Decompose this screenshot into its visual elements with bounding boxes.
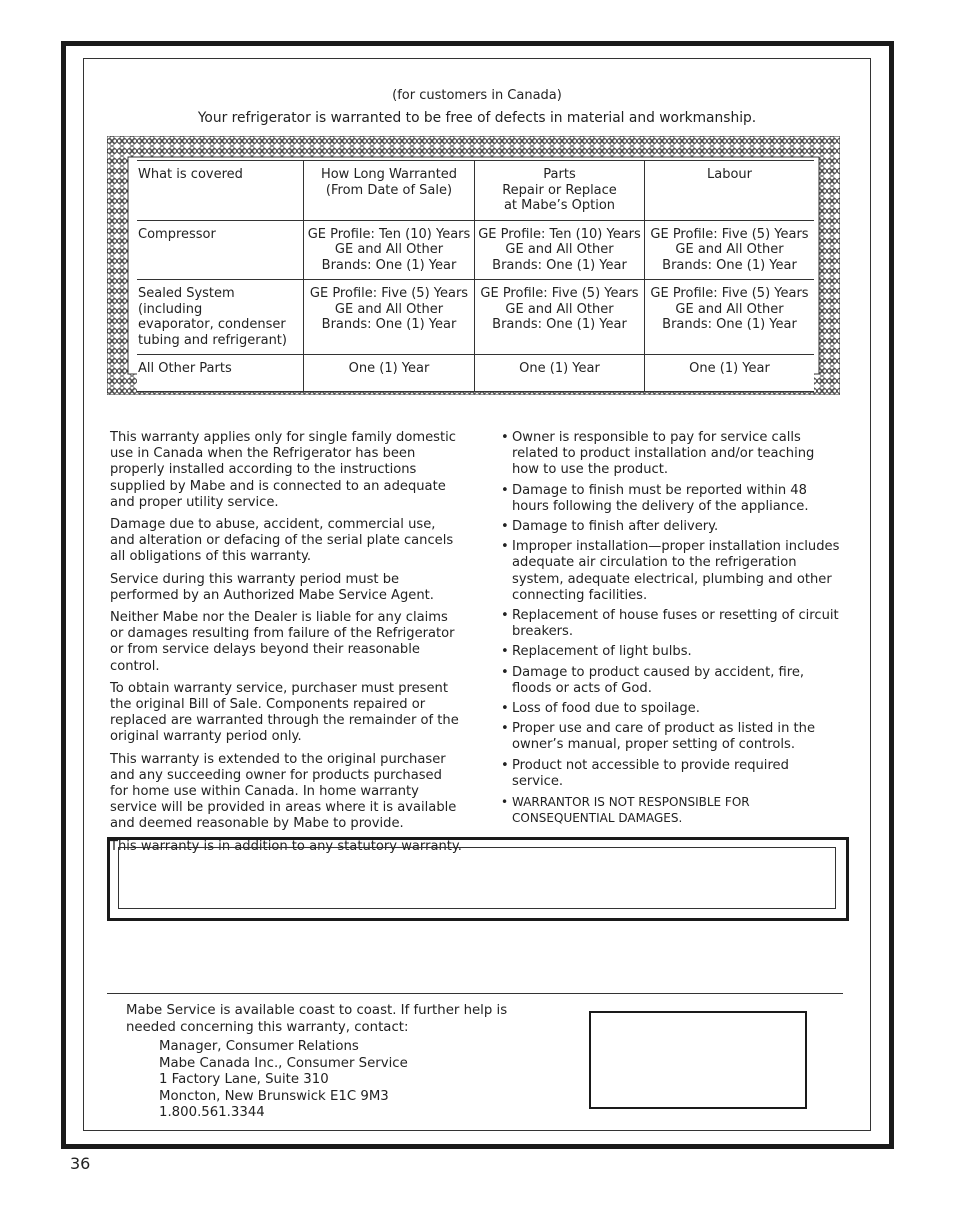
row-sealed-system-parts: GE Profile: Five (5) Years GE and All Other Brands: One (1) Year — [475, 280, 645, 355]
header-what-covered: What is covered — [137, 161, 304, 221]
list-item: • Damage to finish must be reported within 48 hours following the delivery of the appliance. — [501, 483, 841, 515]
row-compressor-labour: GE Profile: Five (5) Years GE and All Other Brands: One (1) Year — [645, 220, 815, 280]
contact-intro: Mabe Service is available coast to coast. If further help is needed concerning this warranty, contact: — [126, 1003, 508, 1035]
term-paragraph: This warranty is extended to the original purchaser and any succeeding owner for products purchased for home use within Canada. In home warranty service will be provided in areas where it is available and deemed reasonable by Mabe to provide. — [110, 751, 457, 832]
address-line: 1 Factory Lane, Suite 310 — [159, 1072, 329, 1087]
address-line: Moncton, New Brunswick E1C 9M3 — [159, 1088, 389, 1104]
list-item: • Improper installation—proper installation includes adequate air circulation to the refrigeration system, adequate electrical, plumbing and other connecting facilities. — [501, 539, 841, 604]
row-other-parts-how-long: One (1) Year — [304, 355, 475, 392]
phone-number: 1.800.561.3344 — [159, 1105, 265, 1120]
term-paragraph: This warranty applies only for single family domestic use in Canada when the Refrigerator has been properly installed according to the instructions supplied by Mabe and is connected to an adequate and proper utility service. — [110, 430, 456, 510]
term-paragraph: Damage due to abuse, accident, commercial use, and alteration or defacing of the serial plate cancels all obligations of this warranty. — [110, 517, 454, 565]
list-item: • Replacement of house fuses or resetting of circuit breakers. — [501, 608, 841, 640]
list-item: • Replacement of light bulbs. — [501, 644, 841, 660]
table-header-row — [137, 161, 814, 221]
row-compressor-label: Compressor — [137, 220, 304, 280]
list-item: • Product not accessible to provide required service. — [501, 758, 841, 790]
logo-placeholder-box — [589, 1011, 807, 1109]
table-row — [137, 355, 814, 392]
row-compressor-parts: GE Profile: Ten (10) Years GE and All Other Brands: One (1) Year — [475, 220, 645, 280]
exclusions-list — [501, 430, 841, 826]
term-paragraph: To obtain warranty service, purchaser must present the original Bill of Sale. Components repaired or replaced are warranted through the remainder of the original warranty period only. — [110, 680, 459, 745]
row-compressor-how-long: GE Profile: Ten (10) Years GE and All Other Brands: One (1) Year — [304, 220, 475, 280]
row-other-parts-parts: One (1) Year — [475, 355, 645, 392]
term-paragraph: Neither Mabe nor the Dealer is liable for any claims or damages resulting from failure of the Refrigerator or from service delays beyond their reasonable control. — [110, 610, 455, 674]
list-item: • Proper use and care of product as listed in the owner’s manual, proper setting of controls. — [501, 721, 841, 753]
term-paragraph: This warranty is in addition to any statutory warranty. — [110, 838, 462, 854]
warranty-table — [137, 160, 814, 392]
table-row — [137, 280, 814, 355]
list-item: • Damage to finish after delivery. — [501, 519, 841, 535]
header-how-long: How Long Warranted (From Date of Sale) — [304, 161, 475, 221]
page-number: 36 — [70, 1154, 91, 1173]
row-other-parts-label: All Other Parts — [137, 355, 304, 392]
divider — [107, 993, 843, 994]
header-labour: Labour — [645, 161, 815, 221]
term-paragraph: Service during this warranty period must be performed by an Authorized Mabe Service Agent. — [110, 571, 434, 603]
warranty-statement: Your refrigerator is warranted to be free of defects in material and workmanship. — [197, 110, 757, 126]
contact-section — [126, 1003, 526, 1122]
notice-box-inner — [118, 847, 836, 909]
list-item: • Loss of food due to spoilage. — [501, 701, 841, 717]
row-sealed-system-how-long: GE Profile: Five (5) Years GE and All Other Brands: One (1) Year — [304, 280, 475, 355]
row-other-parts-labour: One (1) Year — [645, 355, 815, 392]
address-line: Mabe Canada Inc., Consumer Service — [159, 1055, 408, 1071]
list-item: • WARRANTOR IS NOT RESPONSIBLE FOR CONSEQUENTIAL DAMAGES. — [501, 794, 841, 826]
table-row — [137, 220, 814, 280]
header-parts: Parts Repair or Replace at Mabe’s Option — [475, 161, 645, 221]
audience-note: (for customers in Canada) — [392, 88, 562, 103]
exclusions-right-column — [501, 430, 841, 830]
contact-address — [159, 1039, 526, 1122]
row-sealed-system-label: Sealed System (including evaporator, condenser tubing and refrigerant) — [137, 280, 304, 355]
list-item: • Damage to product caused by accident, fire, floods or acts of God. — [501, 665, 841, 697]
address-line: Manager, Consumer Relations — [159, 1039, 359, 1054]
list-item: • Owner is responsible to pay for service calls related to product installation and/or teaching how to use the product. — [501, 430, 841, 479]
terms-left-column — [110, 430, 462, 861]
row-sealed-system-labour: GE Profile: Five (5) Years GE and All Other Brands: One (1) Year — [645, 280, 815, 355]
